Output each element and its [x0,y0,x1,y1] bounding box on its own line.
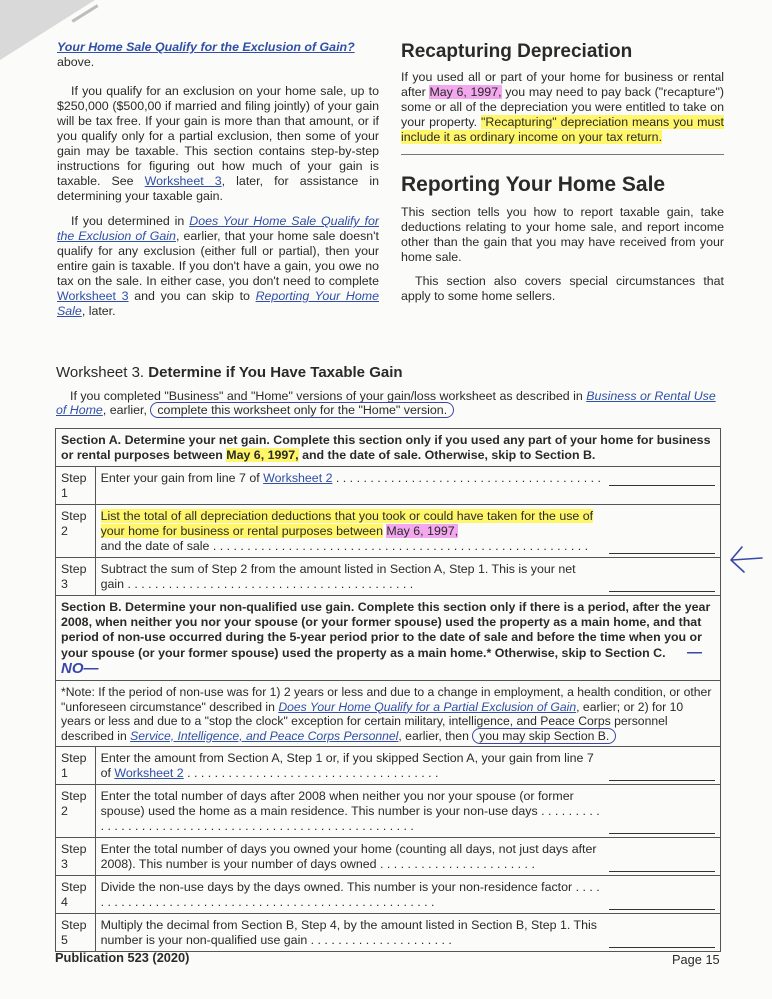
answer-blank[interactable] [609,768,715,781]
recapture-t1: If you used all or part of your home for business or rental after [401,70,724,99]
table-row [56,838,721,876]
reporting-paragraph-2: This section also covers special circumstances that apply to some home sellers. [401,274,724,303]
section-a-header [56,429,721,467]
link-exclusion-of-gain[interactable]: Your Home Sale Qualify for the Exclusion of Gain? [57,40,355,54]
worksheet-number: Worksheet 3. [56,364,145,381]
highlight-date-1997-b: May 6, 1997, [386,524,459,538]
step-text: Subtract the sum of Step 2 from the amount listed in Section A, Step 1. This is your net gain . . . . . . . . . . . . . . . . . . . . . . . . . . . . . . . . . . . . . . . . . . [100,562,576,591]
section-a-header-row [56,429,721,467]
table-row [56,914,721,952]
worksheet-title [56,364,403,381]
section-a-t1: Section A. Determine your net gain. Complete this section only if you used any part of your home for business or rental purposes between [61,433,711,462]
step-content [95,467,720,505]
text-above: above. [57,55,95,69]
step-label: Step 2 [56,505,96,558]
step-2-text [101,509,715,539]
link-partial-exclusion[interactable]: Does Your Home Qualify for a Partial Exclusion of Gain [278,699,577,714]
step-text: Enter the total number of days after 2008 when neither you nor your spouse (or former spouse) used the home as a main residence. This number is your non-use days . . . . . . . . . . . . . . . . . . . . . . . . . . . . . . . . . . . . . . . . . . . . . . . . . . . . . . . [100,789,600,833]
answer-blank[interactable] [609,541,715,554]
no-exclusion-paragraph [57,214,379,319]
heading-reporting-home-sale: Reporting Your Home Sale [401,173,666,196]
recapture-paragraph [401,70,724,145]
section-a-t2: and the date of sale. Otherwise, skip to Section B. [302,448,596,462]
answer-blank[interactable] [609,935,715,948]
table-row [56,876,721,914]
step-label: Step 1 [56,467,96,505]
section-b-note [56,681,721,747]
publication-footer: Publication 523 (2020) [55,950,190,965]
step-text: Multiply the decimal from Section B, Step 4, by the amount listed in Section B, Step 1. This number is your non-qualified use gain . . . . . . . . . . . . . . . . . . . . . [100,918,597,947]
step-text: Enter the total number of days you owned your home (counting all days, not just days after 2008). This number is your number of days owned . . . . . . . . . . . . . . . . . . . . . . . [100,842,597,871]
note-t3: , earlier, then [398,728,469,743]
highlight-date-1997: May 6, 1997, [429,85,502,99]
step-content [95,747,720,785]
step-content [95,785,720,838]
step-text: Enter your gain from line 7 of Worksheet 2 . . . . . . . . . . . . . . . . . . . . . . . . . . . . . . . . . . . . . . . [100,471,601,485]
link-worksheet-3-b[interactable]: Worksheet 3 [57,289,129,303]
circled-home-version-note: complete this worksheet only for the "Home" version. [150,402,454,418]
right-column [401,40,724,304]
step-text-main: Enter the total number of days after 2008 when neither you nor your spouse (or former spouse) used the home as a main residence. This number is your non-use days [100,789,574,818]
step-content [95,838,720,876]
step-content [95,914,720,952]
heading-recapturing-depreciation: Recapturing Depreciation [401,41,633,62]
note-row [56,681,721,747]
answer-blank[interactable] [609,897,715,910]
recapture-t2: you may need to pay back ("recapture") some or all of the depreciation you were entitled to take on your property. [401,85,725,129]
link-worksheet-3[interactable]: Worksheet 3 [144,174,222,188]
continued-paragraph [57,40,379,70]
link-qualify-exclusion[interactable]: Does Your Home Sale Qualify for the Exclusion of Gain [57,214,379,243]
worksheet-title-text: Determine if You Have Taxable Gain [148,364,403,381]
link-reporting-home-sale[interactable]: Reporting Your Home Sale [57,289,379,318]
left-column [57,40,379,319]
taxable-gain-paragraph [57,84,379,204]
step-content [95,505,720,558]
table-row [56,747,721,785]
step-text-main: Subtract the sum of Step 2 from the amount listed in Section A, Step 1. This is your net gain [100,562,576,591]
answer-blank[interactable] [609,473,715,486]
table-row [56,505,721,558]
intro-text-b: , earlier, [102,403,147,417]
answer-blank[interactable] [609,579,715,592]
step-text-main: and the date of sale [100,539,210,553]
link-worksheet-2-b[interactable]: Worksheet 2 [114,766,184,780]
worksheet-table [55,428,721,952]
step-label: Step 3 [56,838,96,876]
section-divider [401,154,724,155]
note-t2: , earlier; or 2) for 10 years or less and due to a "stop the clock" exception for certain military, intelligence, and Peace Corps personnel described in [61,699,684,743]
page-number: Page 15 [672,952,720,967]
p1-text-a: If you qualify for an exclusion on your home sale, up to $250,000 ($500,00 if married and filing jointly) of your gain will be tax free. If your gain is more than that amount, or if you qualify only for a partial exclusion, then some of your gain may be taxable. This section contains step-by-step instructions for figuring out how much of your gain is taxable. See [57,84,379,188]
answer-blank[interactable] [609,859,715,872]
intro-text-a: If you completed "Business" and "Home" versions of your gain/loss worksheet as described in [70,389,583,403]
link-service-personnel[interactable]: Service, Intelligence, and Peace Corps Personnel [130,728,399,743]
step-text: Enter the amount from Section A, Step 1 or, if you skipped Section A, your gain from line 7 of Worksheet 2 . . . . . . . . . . . . . . . . . . . . . . . . . . . . . . . . . . . . . [100,751,594,780]
step-text-main: Multiply the decimal from Section B, Step 4, by the amount listed in Section B, Step 1. This number is your non-qualified use gain [100,918,597,947]
step-text-main: Enter your gain from line 7 of [100,471,260,485]
note-t1: *Note: If the period of non-use was for 1) 2 years or less and due to a change in employment, a health condition, or other "unforeseen circumstance" described in [61,685,712,714]
step-content [95,558,720,596]
step-label: Step 5 [56,914,96,952]
handwritten-arrow-icon [728,541,764,575]
step-text: Divide the non-use days by the days owned. This number is your non-residence factor . . . . . . . . . . . . . . . . . . . . . . . . . . . . . . . . . . . . . . . . . . . . . . . . . . . . . [100,880,600,909]
step-text-main: Enter the total number of days you owned your home (counting all days, not just days after 2008). This number is your number of days owned [100,842,597,871]
table-row [56,785,721,838]
step-text-main: Enter the amount from Section A, Step 1 or, if you skipped Section A, your gain from line 7 of [100,751,594,780]
worksheet-intro [56,389,722,417]
p2-text-b: , earlier, that your home sale doesn't qualify for any exclusion (either full or partial), then your entire gain is taxable. If you don't have a gain, you owe no tax on the sale. In either case, you don't need to complete [57,229,379,288]
step-label: Step 1 [56,747,96,785]
step-label: Step 2 [56,785,96,838]
p2-text-d: , later. [81,304,116,318]
highlight-depreciation-deductions: List the total of all depreciation deductions that you took or could have taken for the use of your home for business or rental purposes between [100,509,594,538]
highlight-section-a-date: May 6, 1997, [226,448,299,462]
section-b-header-row [56,596,721,681]
link-business-rental-use[interactable]: Business or Rental Use of Home [56,389,716,417]
p2-text-c: and you can skip to [134,289,250,303]
table-row [56,467,721,505]
table-row [56,558,721,596]
step-text: and the date of sale . . . . . . . . . . . . . . . . . . . . . . . . . . . . . . . . . . . . . . . . . . . . . . . . . . . . . . . [100,539,589,553]
step-label: Step 3 [56,558,96,596]
answer-blank[interactable] [609,821,715,834]
reporting-paragraph-1: This section tells you how to report taxable gain, take deductions relating to your home sale, and report income other than the gain that you may have received from your home sale. [401,205,724,264]
step-text-main: Divide the non-use days by the days owned. This number is your non-residence factor [100,880,573,894]
link-worksheet-2[interactable]: Worksheet 2 [263,471,333,485]
step-content [95,876,720,914]
step-label: Step 4 [56,876,96,914]
highlight-recapture-definition: "Recapturing" depreciation means you must include it as ordinary income on your tax return. [401,115,724,144]
p2-text-a: If you determined in [71,214,185,228]
handwritten-no: —NO— [61,644,702,677]
section-b-header [56,596,721,681]
p1-text-b: , later, for assistance in determining your taxable gain. [57,174,379,203]
section-b-text: Section B. Determine your non-qualified use gain. Complete this section only if there is a period, after the year 2008, when neither you nor your spouse (or your former spouse) used the property as a main home, and that period of non-use occurred during the 5-year period prior to the date of sale and before the time when you or your spouse (or your former spouse) used the property as a main home.* Otherwise, skip to Section C. [61,600,711,660]
circled-skip-section-b: you may skip Section B. [472,728,616,744]
